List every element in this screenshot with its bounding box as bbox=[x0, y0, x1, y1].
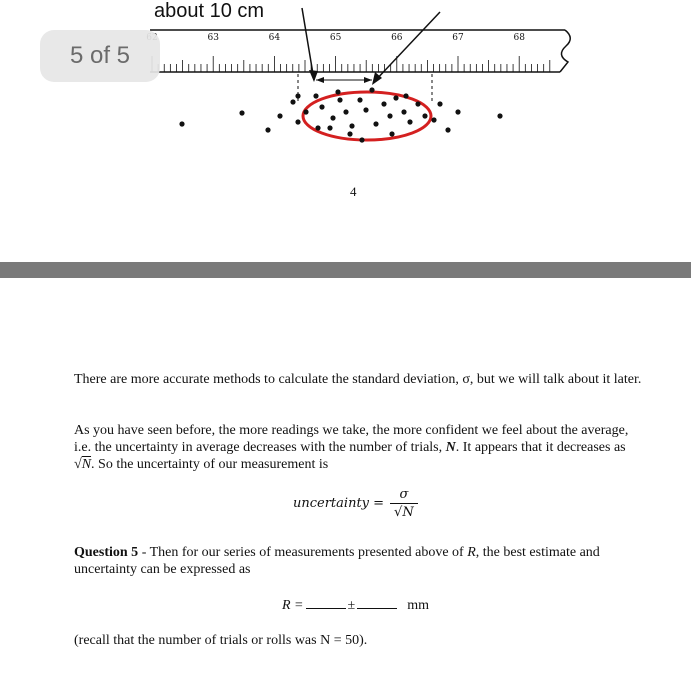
formula-fraction bbox=[390, 487, 418, 520]
measurement-dot bbox=[387, 113, 392, 118]
recall-note: (recall that the number of trials or rolls was N = 50). bbox=[74, 633, 368, 648]
page-indicator-badge[interactable]: 5 of 5 bbox=[40, 30, 160, 82]
paragraph-1: There are more accurate methods to calculate the standard deviation, σ, but we will talk about it later. bbox=[74, 372, 642, 387]
measurement-dot bbox=[455, 109, 460, 114]
measurement-dot bbox=[415, 101, 420, 106]
page-number: 4 bbox=[350, 184, 357, 199]
answer-lhs: R = bbox=[282, 598, 304, 613]
measurement-dot bbox=[363, 107, 368, 112]
annotation-label: about 10 cm bbox=[154, 0, 265, 22]
question-R: R bbox=[467, 545, 476, 560]
measurement-dot bbox=[313, 93, 318, 98]
ruler-figure bbox=[0, 0, 691, 170]
paragraph-2-N: N bbox=[445, 440, 456, 455]
measurement-dot bbox=[381, 101, 386, 106]
ruler-tick-label: 63 bbox=[207, 33, 219, 43]
measurement-dot bbox=[295, 93, 300, 98]
ruler-tick-label: 66 bbox=[391, 33, 403, 43]
ruler bbox=[146, 30, 570, 72]
measurement-dot bbox=[437, 101, 442, 106]
question-text-b: , the best estimate and uncertainty can be expressed as bbox=[74, 545, 600, 577]
paragraph-2 bbox=[74, 422, 644, 473]
ruler-tick-label: 65 bbox=[329, 33, 342, 43]
paragraph-2-part-b: . It appears that it decreases as √ bbox=[74, 440, 626, 472]
plus-minus: ± bbox=[347, 598, 356, 613]
measurement-dots bbox=[179, 87, 502, 142]
measurement-dot bbox=[239, 110, 244, 115]
measurement-dot bbox=[369, 87, 374, 92]
measurement-dot bbox=[319, 104, 324, 109]
estimate-blank[interactable] bbox=[306, 596, 346, 609]
ruler-tick-label: 64 bbox=[268, 33, 281, 43]
measurement-dot bbox=[303, 109, 308, 114]
measurement-dot bbox=[343, 109, 348, 114]
measurement-dot bbox=[445, 127, 450, 132]
page-divider bbox=[0, 262, 691, 278]
measurement-dot bbox=[357, 97, 362, 102]
measurement-dot bbox=[277, 113, 282, 118]
measurement-dot bbox=[179, 121, 184, 126]
ruler-diagram bbox=[0, 0, 691, 170]
measurement-dot bbox=[407, 119, 412, 124]
measurement-arrows bbox=[302, 8, 440, 85]
measurement-dot bbox=[431, 117, 436, 122]
question-label: Question 5 bbox=[74, 545, 139, 560]
measurement-dot bbox=[330, 115, 335, 120]
measurement-dot bbox=[393, 95, 398, 100]
measurement-dot bbox=[337, 97, 342, 102]
paragraph-2-part-d: . So the uncertainty of our measurement is bbox=[91, 457, 329, 472]
measurement-dot bbox=[401, 109, 406, 114]
paragraph-2-part-a: As you have seen before, the more readings we take, the more confident we feel about the average, i.e. the uncertainty in average decreases with the number of trials, bbox=[74, 423, 629, 455]
answer-line bbox=[282, 596, 429, 614]
ruler-tick-label: 68 bbox=[513, 33, 525, 43]
cluster-ellipse bbox=[303, 92, 431, 140]
question-text-a: - Then for our series of measurements presented above of bbox=[138, 545, 468, 560]
measurement-dot bbox=[349, 123, 354, 128]
measurement-dot bbox=[315, 125, 320, 130]
formula-numerator: σ bbox=[399, 487, 409, 502]
unit-label: mm bbox=[407, 598, 429, 613]
measurement-dot bbox=[295, 119, 300, 124]
ruler-tick-label: 67 bbox=[452, 33, 464, 43]
measurement-dot bbox=[497, 113, 502, 118]
measurement-dot bbox=[422, 113, 427, 118]
formula-lhs: uncertainty = bbox=[293, 496, 385, 511]
uncertainty-blank[interactable] bbox=[357, 596, 397, 609]
measurement-dot bbox=[373, 121, 378, 126]
question-5 bbox=[74, 544, 644, 578]
measurement-dot bbox=[359, 137, 364, 142]
measurement-dot bbox=[327, 125, 332, 130]
measurement-dot bbox=[347, 131, 352, 136]
measurement-dot bbox=[290, 99, 295, 104]
measurement-dot bbox=[265, 127, 270, 132]
formula-denominator: √N bbox=[390, 503, 418, 520]
measurement-dot bbox=[335, 89, 340, 94]
paragraph-2-sqrt-N: N bbox=[81, 457, 92, 472]
uncertainty-formula bbox=[293, 487, 418, 520]
measurement-dot bbox=[403, 93, 408, 98]
measurement-dot bbox=[389, 131, 394, 136]
